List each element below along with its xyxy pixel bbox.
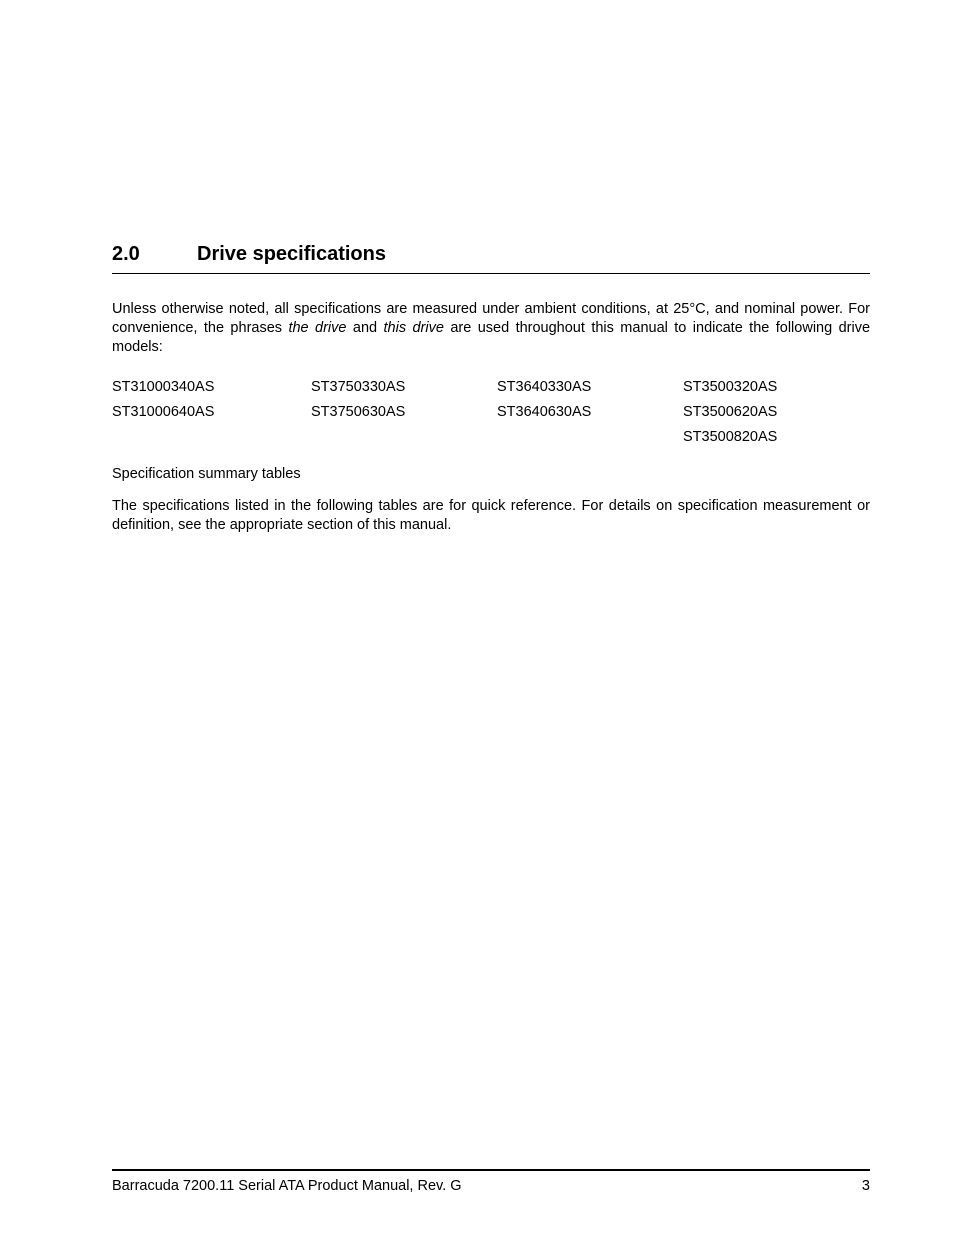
intro-emphasis-this-drive: this drive xyxy=(383,320,444,336)
model-name: ST3500820AS xyxy=(683,429,778,445)
section-heading xyxy=(112,240,870,274)
model-name: ST3640330AS xyxy=(497,379,592,395)
summary-paragraph: The specifications listed in the following tables are for quick reference. For details on specification measurement or definition, see the appropriate section of this manual. xyxy=(112,498,870,533)
model-row xyxy=(112,378,870,403)
intro-emphasis-the-drive: the drive xyxy=(288,320,347,336)
intro-text-1: Unless otherwise noted, all specifications are measured under ambient conditions, at 25°C, and nominal power. For convenience, the phrases xyxy=(112,301,870,336)
page-footer xyxy=(112,1169,870,1196)
section-title: Drive specifications xyxy=(197,243,386,265)
model-row xyxy=(112,428,870,453)
model-name: ST3640630AS xyxy=(497,404,592,420)
page-number: 3 xyxy=(861,1178,870,1194)
footer-title: Barracuda 7200.11 Serial ATA Product Manual, Rev. G xyxy=(112,1178,462,1194)
model-name: ST3750330AS xyxy=(311,379,406,395)
model-name: ST3500320AS xyxy=(683,379,778,395)
summary-heading: Specification summary tables xyxy=(112,466,301,482)
model-name: ST31000340AS xyxy=(112,379,215,395)
section-number: 2.0 xyxy=(112,243,140,265)
intro-paragraph xyxy=(112,300,870,357)
model-name: ST3750630AS xyxy=(311,404,406,420)
drive-models-list xyxy=(112,378,870,453)
intro-text-2: and xyxy=(346,320,384,336)
model-name: ST3500620AS xyxy=(683,404,778,420)
intro-text-3: are used throughout this manual to indicate the following drive models: xyxy=(112,320,871,355)
model-row xyxy=(112,403,870,428)
model-name: ST31000640AS xyxy=(112,404,215,420)
